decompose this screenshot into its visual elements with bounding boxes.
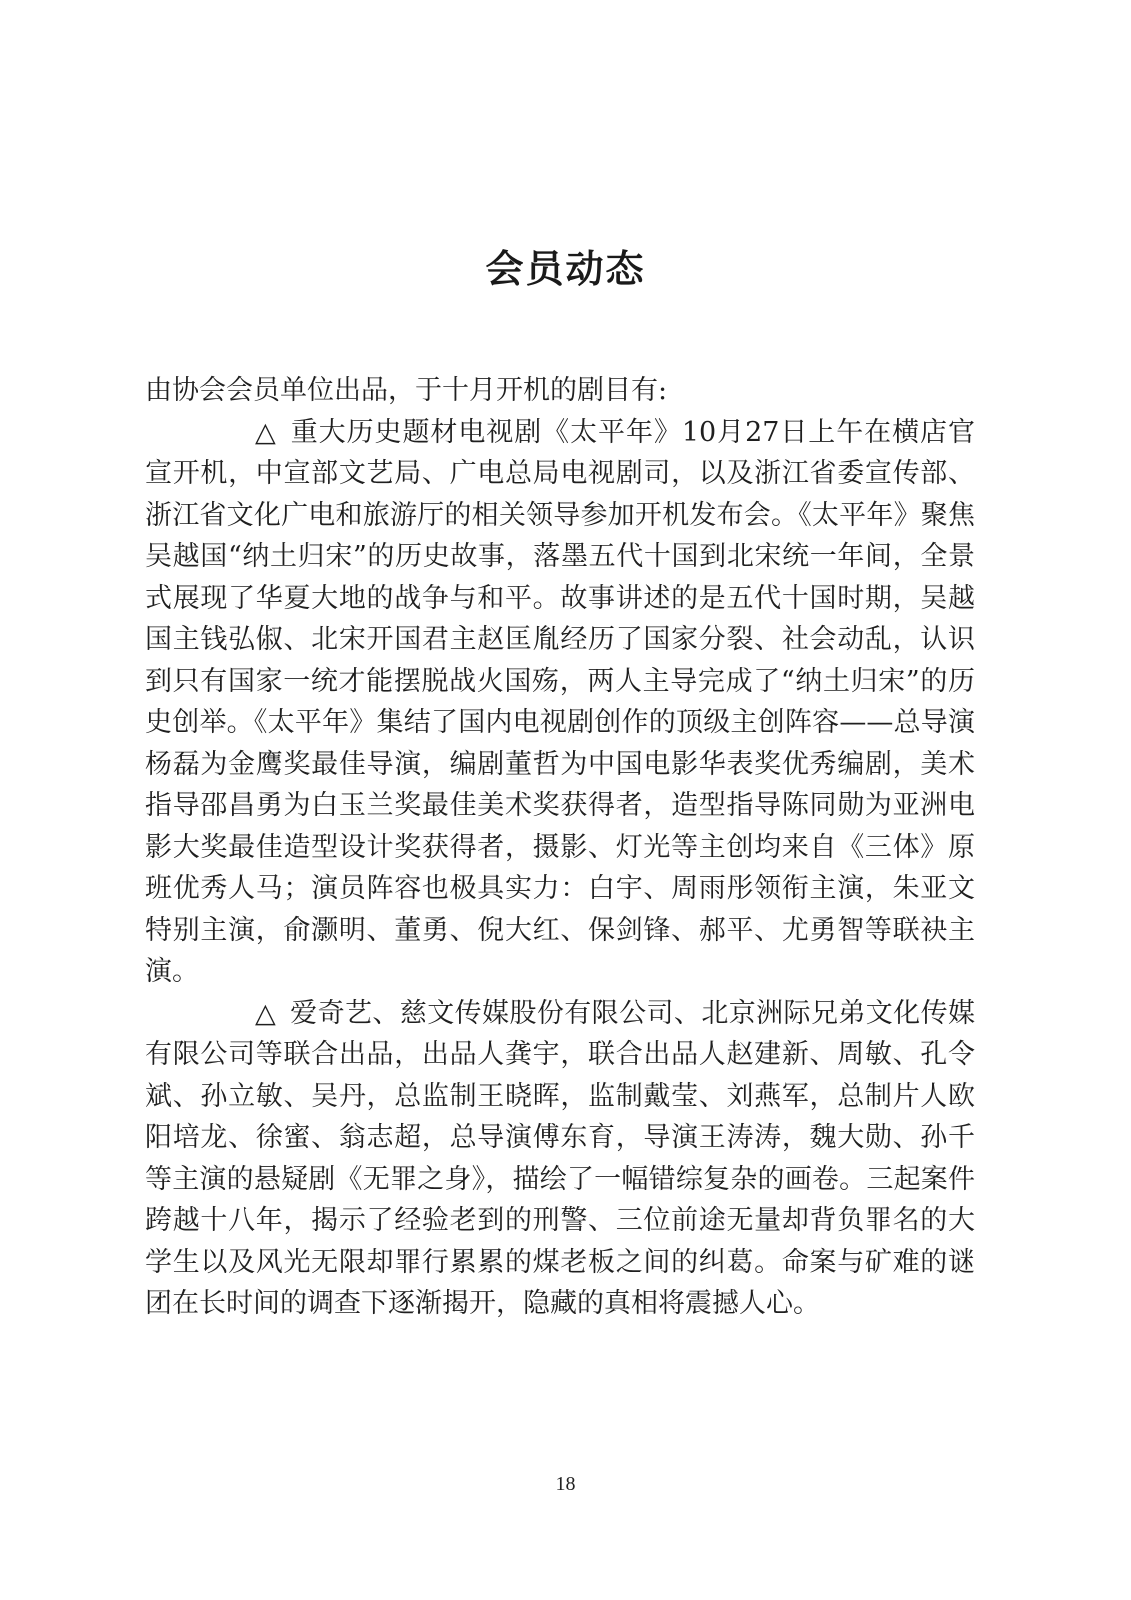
article-body bbox=[145, 370, 975, 1325]
paragraph-text: 爱奇艺、慈文传媒股份有限公司、北京洲际兄弟文化传媒有限公司等联合出品，出品人龚宇，联合出品人赵建新、周敏、孔令斌、孙立敏、吴丹，总监制王晓晖，监制戴莹、刘燕军，总制片人欧阳培龙、徐蜜、翁志超，总导演傅东育，导演王涛涛，魏大勋、孙千等主演的悬疑剧《无罪之身》，描绘了一幅错综复杂的画卷。三起案件跨越十八年，揭示了经验老到的刑警、三位前途无量却背负罪名的大学生以及风光无限却罪行累累的煤老板之间的纠葛。命案与矿难的谜团在长时间的调查下逐渐揭开，隐藏的真相将震撼人心。 bbox=[145, 997, 975, 1319]
paragraph-taipingnian bbox=[145, 412, 975, 993]
page-number: 18 bbox=[555, 1473, 576, 1495]
triangle-bullet-icon: △ bbox=[255, 997, 276, 1029]
page-title: 会员动态 bbox=[485, 247, 646, 291]
intro-paragraph: 由协会会员单位出品，于十月开机的剧目有: bbox=[145, 375, 668, 406]
triangle-bullet-icon: △ bbox=[255, 416, 276, 448]
paragraph-text: 重大历史题材电视剧《太平年》10月27日上午在横店官宣开机，中宣部文艺局、广电总局电视剧司，以及浙江省委宣传部、浙江省文化广电和旅游厅的相关领导参加开机发布会。《太平年》聚焦吴越国“纳土归宋”的历史故事，落墨五代十国到北宋统一年间，全景式展现了华夏大地的战争与和平。故事讲述的是五代十国时期，吴越国主钱弘俶、北宋开国君主赵匡胤经历了国家分裂、社会动乱，认识到只有国家一统才能摆脱战火国殇，两人主导完成了“纳土归宋”的历史创举。《太平年》集结了国内电视剧创作的顶级主创阵容——总导演杨磊为金鹰奖最佳导演，编剧董哲为中国电影华表奖优秀编剧，美术指导邵昌勇为白玉兰奖最佳美术奖获得者，造型指导陈同勋为亚洲电影大奖最佳造型设计奖获得者，摄影、灯光等主创均来自《三体》原班优秀人马；演员阵容也极具实力：白宇、周雨彤领衔主演，朱亚文特别主演，俞灏明、董勇、倪大红、保剑锋、郝平、尤勇智等联袂主演。 bbox=[145, 416, 975, 987]
paragraph-wuzuizhishen bbox=[145, 993, 975, 1325]
